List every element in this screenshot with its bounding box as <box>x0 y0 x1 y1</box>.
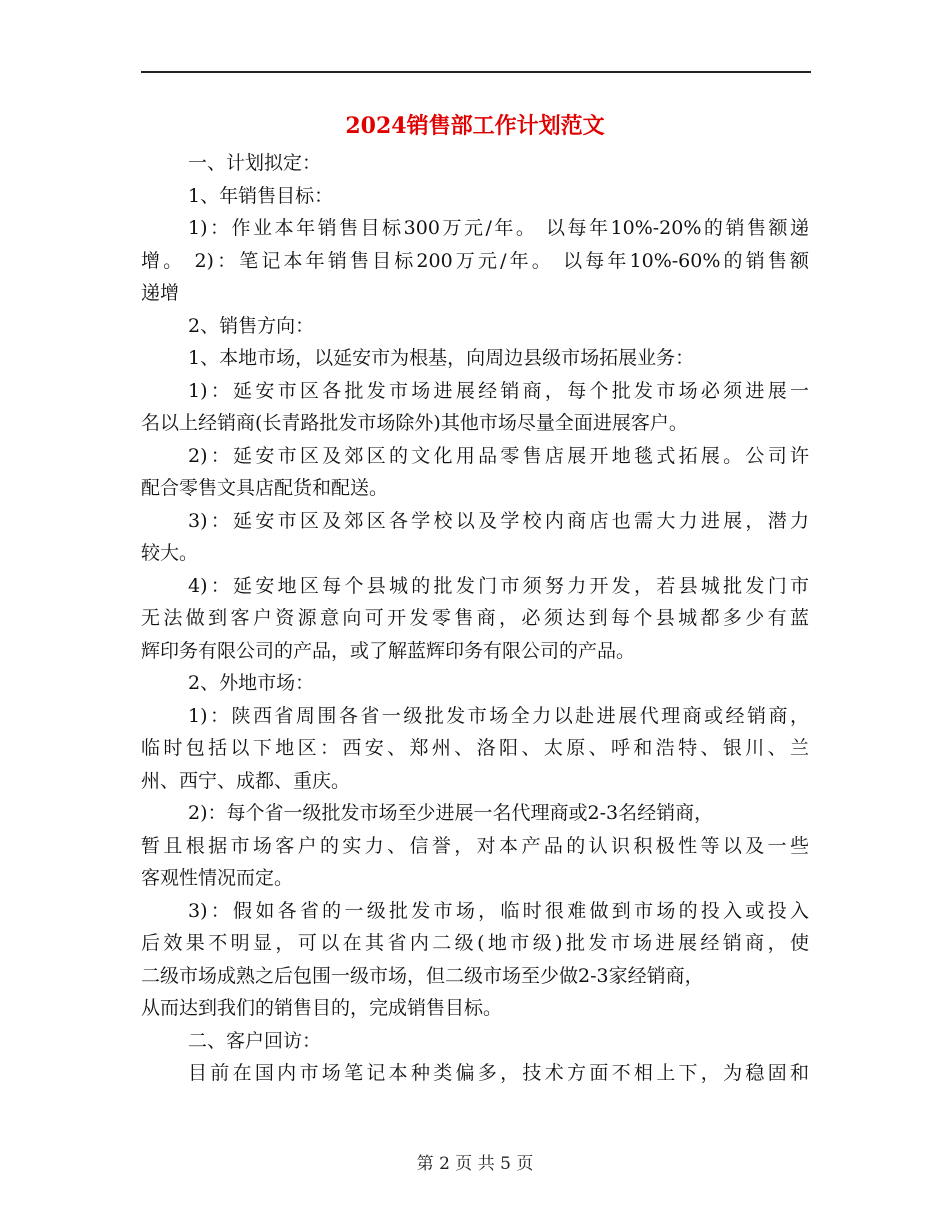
text-line: 临时包括以下地区：西安、郑州、洛阳、太原、呼和浩特、银川、兰 <box>141 737 809 759</box>
header-rule <box>141 71 811 73</box>
text-line: 递增 <box>141 282 180 304</box>
text-line: 3)：延安市区及郊区各学校以及学校内商店也需大力进展，潜力 <box>188 509 809 532</box>
text-line: 从而达到我们的销售目的，完成销售目标。 <box>141 997 503 1019</box>
text-line: 1、本地市场，以延安市为根基，向周边县级市场拓展业务： <box>188 347 695 369</box>
paragraph <box>141 212 809 310</box>
text-line: 2、外地市场： <box>188 672 315 694</box>
text-line: 2)：延安市区及郊区的文化用品零售店展开地毯式拓展。公司许 <box>188 444 809 467</box>
paragraph <box>141 797 809 895</box>
text-line: 较大。 <box>141 542 199 564</box>
text-line: 名以上经销商(长青路批发市场除外)其他市场尽量全面进展客户。 <box>141 412 688 434</box>
paragraph <box>141 180 809 213</box>
text-line: 2、销售方向： <box>188 314 315 337</box>
text-line: 3)：假如各省的一级批发市场，临时很难做到市场的投入或投入 <box>188 899 809 922</box>
text-line: 一、计划拟定： <box>188 152 322 174</box>
text-line: 2)：每个省一级批发市场至少进展一名代理商或2-3名经销商， <box>188 802 714 824</box>
text-line: 州、西宁、成都、重庆。 <box>141 769 351 792</box>
paragraph <box>141 375 809 440</box>
text-line: 辉印务有限公司的产品，或了解蓝辉印务有限公司的产品。 <box>141 639 636 662</box>
paragraph <box>141 667 809 700</box>
text-line: 二、客户回访： <box>188 1029 322 1052</box>
document-title: 2024销售部工作计划范文 <box>345 113 605 139</box>
text-line: 客观性情况而定。 <box>141 867 294 889</box>
paragraph <box>141 505 809 570</box>
paragraph <box>141 342 809 375</box>
paragraph <box>141 440 809 505</box>
text-line: 1)：陕西省周围各省一级批发市场全力以赴进展代理商或经销商， <box>188 704 809 727</box>
document-body <box>141 147 809 1090</box>
text-line: 4)：延安地区每个县城的批发门市须努力开发，若县城批发门市 <box>188 574 809 597</box>
text-line: 目前在国内市场笔记本种类偏多，技术方面不相上下，为稳固和 <box>188 1062 809 1084</box>
text-line: 暂且根据市场客户的实力、信誉，对本产品的认识积极性等以及一些 <box>141 834 809 857</box>
text-line: 增。 2)：笔记本年销售目标200万元/年。 以每年10%-60%的销售额 <box>141 249 809 272</box>
paragraph <box>141 147 809 180</box>
text-line: 1)：作业本年销售目标300万元/年。 以每年10%-20%的销售额递 <box>188 217 809 239</box>
paragraph <box>141 570 809 668</box>
text-line: 二级市场成熟之后包围一级市场，但二级市场至少做2-3家经销商， <box>141 964 704 987</box>
paragraph <box>141 1025 809 1058</box>
paragraph <box>141 1057 809 1090</box>
text-line: 无法做到客户资源意向可开发零售商，必须达到每个县城都多少有蓝 <box>141 607 809 629</box>
text-line: 配合零售文具店配货和配送。 <box>141 477 389 499</box>
paragraph <box>141 310 809 343</box>
text-line: 1)：延安市区各批发市场进展经销商，每个批发市场必须进展一 <box>188 379 809 402</box>
paragraph <box>141 895 809 1025</box>
text-line: 后效果不明显，可以在其省内二级(地市级)批发市场进展经销商，使 <box>141 932 809 954</box>
paragraph <box>141 700 809 798</box>
page-number: 第 2 页 共 5 页 <box>416 1154 534 1174</box>
text-line: 1、年销售目标： <box>188 184 334 207</box>
